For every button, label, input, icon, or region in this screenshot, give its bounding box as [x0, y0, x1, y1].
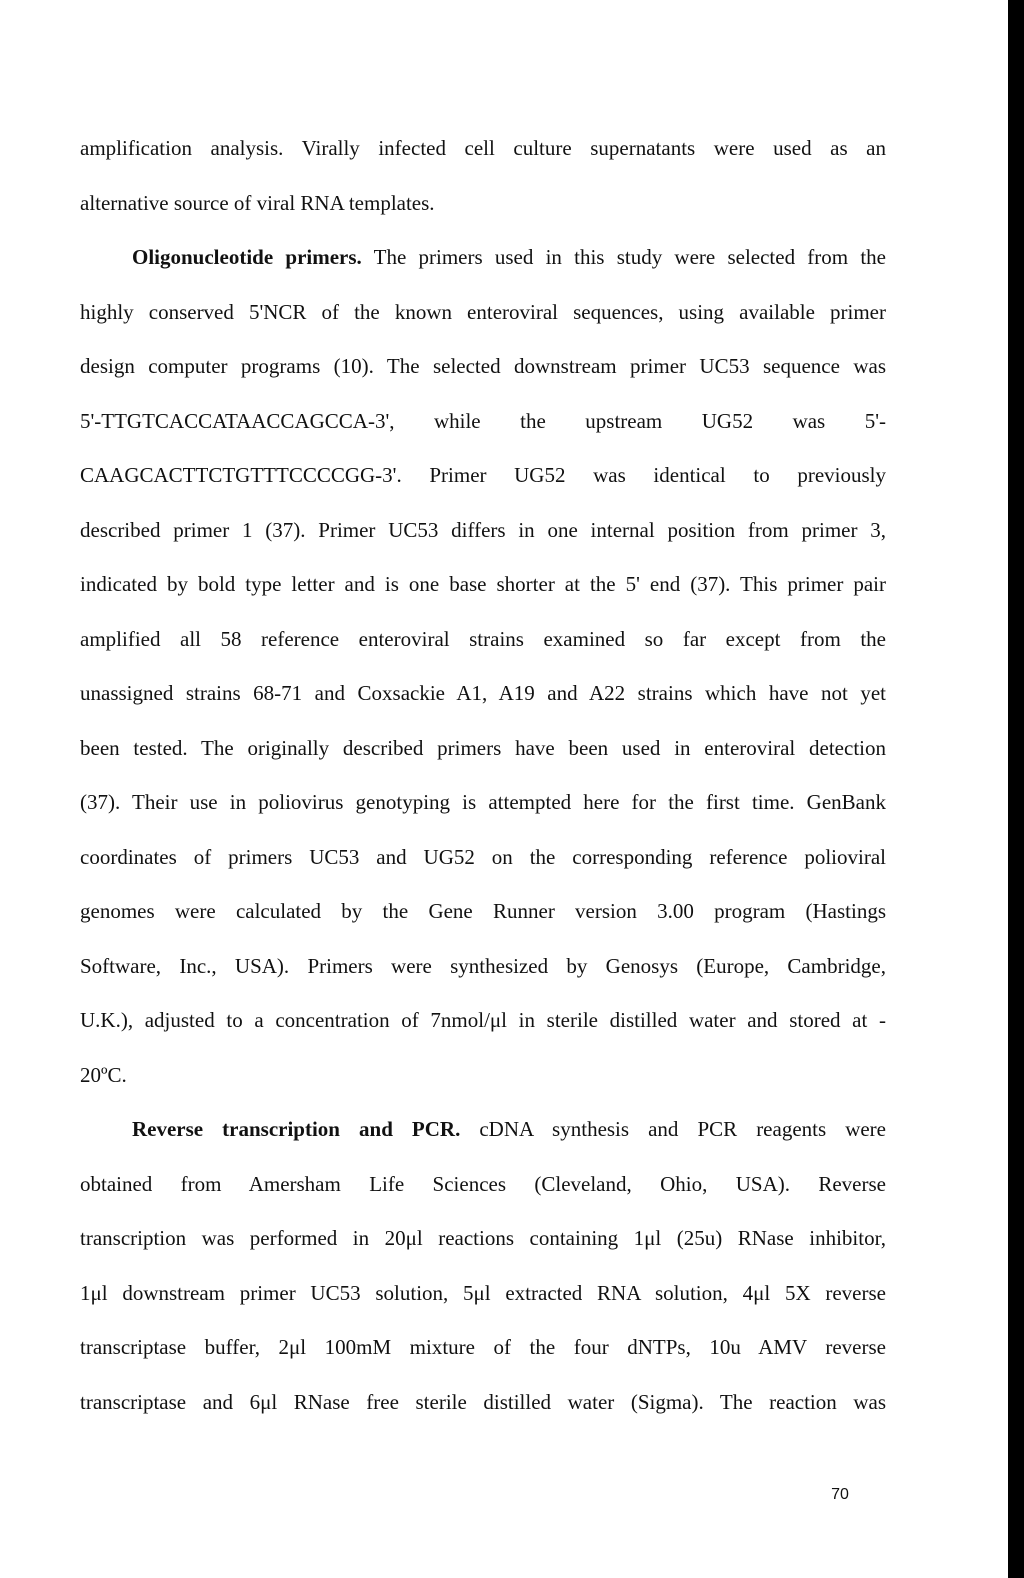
text-line: Software, Inc., USA). Primers were synthesized by Genosys (Europe, Cambridge, — [80, 953, 886, 978]
paragraph-reverse-transcription — [80, 1109, 886, 1436]
paragraph-first-line — [80, 237, 886, 292]
text-line: transcription was performed in 20μl reactions containing 1μl (25u) RNase inhibitor, — [80, 1226, 886, 1250]
text-line: 20ºC. — [80, 1062, 127, 1087]
page-number: 70 — [831, 1486, 849, 1503]
text-line: 5'-TTGTCACCATAACCAGCCA-3', while the upstream UG52 was 5'- — [80, 408, 886, 433]
text-line: transcriptase buffer, 2μl 100mM mixture of the four dNTPs, 10u AMV reverse — [80, 1335, 886, 1359]
section-heading: Reverse transcription and PCR. — [132, 1117, 461, 1141]
text-line: obtained from Amersham Life Sciences (Cleveland, Ohio, USA). Reverse — [80, 1171, 886, 1196]
text-line: been tested. The originally described primers have been used in enteroviral detection — [80, 735, 886, 760]
text-line: CAAGCACTTCTGTTTCCCCGG-3'. Primer UG52 was identical to previously — [80, 463, 886, 487]
text-line: unassigned strains 68-71 and Coxsackie A1, A19 and A22 strains which have not yet — [80, 681, 886, 705]
text-line: 1μl downstream primer UC53 solution, 5μl extracted RNA solution, 4μl 5X reverse — [80, 1280, 886, 1305]
text-line: highly conserved 5'NCR of the known enteroviral sequences, using available primer — [80, 299, 886, 324]
paragraph-oligonucleotide-primers — [80, 237, 886, 1109]
text-line: coordinates of primers UC53 and UG52 on the corresponding reference polioviral — [80, 844, 886, 869]
text-line: design computer programs (10). The selected downstream primer UC53 sequence was — [80, 354, 886, 378]
paragraph-amplification — [80, 128, 886, 237]
text-run: The primers used in this study were selected from the — [361, 245, 886, 269]
text-line: indicated by bold type letter and is one base shorter at the 5' end (37). This primer pair — [80, 572, 886, 596]
scan-edge-bar — [1008, 0, 1024, 1578]
text-line: transcriptase and 6μl RNase free sterile distilled water (Sigma). The reaction was — [80, 1389, 886, 1414]
text-line: amplification analysis. Virally infected cell culture supernatants were used as an — [80, 136, 886, 160]
text-line: (37). Their use in poliovirus genotyping is attempted here for the first time. GenBank — [80, 790, 886, 814]
text-line: genomes were calculated by the Gene Runner version 3.00 program (Hastings — [80, 899, 886, 923]
section-heading: Oligonucleotide primers. — [132, 245, 362, 269]
paragraph-first-line — [80, 1109, 886, 1164]
document-page — [80, 128, 886, 1436]
text-line: amplified all 58 reference enteroviral strains examined so far except from the — [80, 626, 886, 651]
text-line: alternative source of viral RNA templates. — [80, 190, 435, 215]
text-line: U.K.), adjusted to a concentration of 7nmol/μl in sterile distilled water and stored at - — [80, 1008, 886, 1032]
text-run: cDNA synthesis and PCR reagents were — [460, 1117, 886, 1141]
text-line: described primer 1 (37). Primer UC53 differs in one internal position from primer 3, — [80, 517, 886, 542]
